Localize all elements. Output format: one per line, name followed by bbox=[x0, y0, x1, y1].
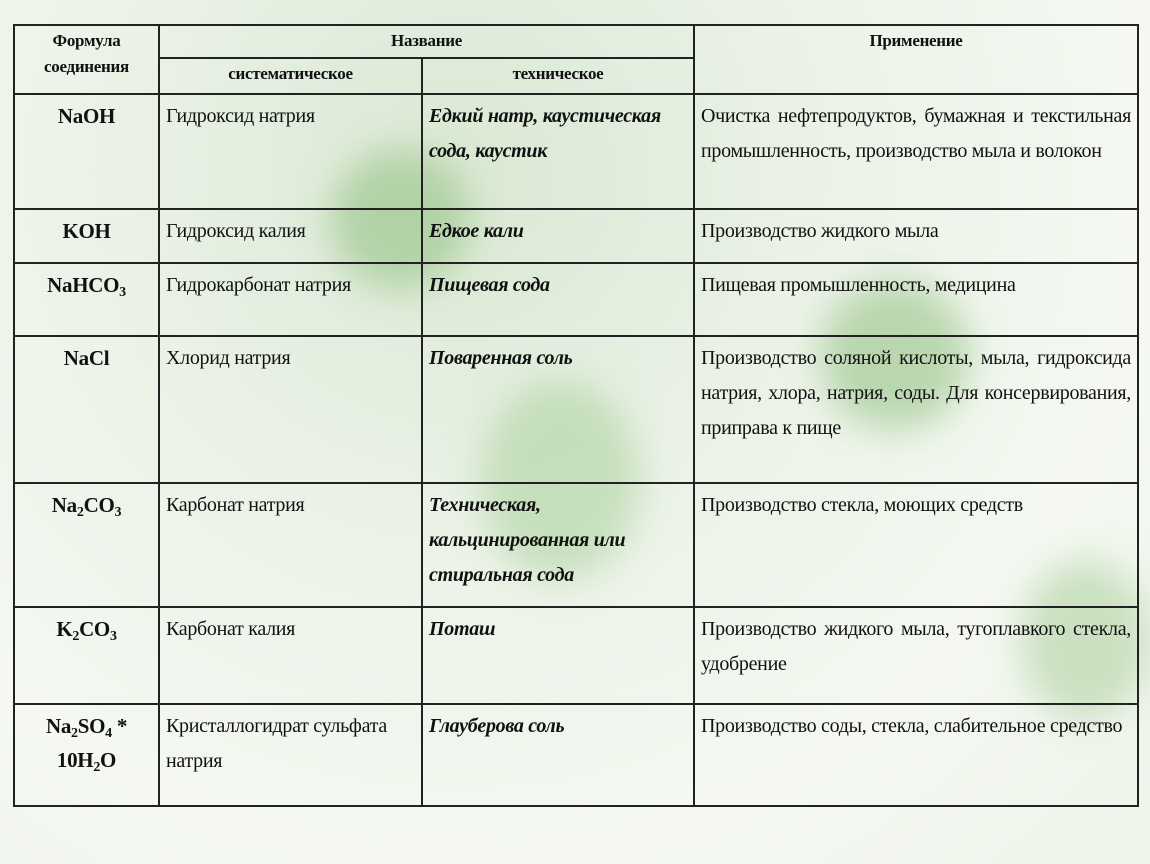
application-cell: Производство соляной кислоты, мыла, гидроксида натрия, хлора, натрия, соды. Для консервирования, приправа к пище bbox=[694, 336, 1138, 483]
formula-text: Na bbox=[51, 493, 77, 517]
systematic-name-cell: Хлорид натрия bbox=[159, 336, 422, 483]
formula-subscript: 3 bbox=[114, 505, 122, 520]
formula-subscript: 3 bbox=[119, 285, 126, 300]
table-row bbox=[14, 483, 1138, 607]
formula-cell bbox=[14, 263, 159, 336]
formula-text: NaOH bbox=[57, 104, 116, 128]
systematic-name-cell: Кристаллогидрат сульфата натрия bbox=[159, 704, 422, 806]
technical-name-cell: Пищевая сода bbox=[422, 263, 694, 336]
formula-cell bbox=[14, 94, 159, 209]
formula-text: K bbox=[56, 617, 73, 641]
formula-text: NaHCO bbox=[47, 273, 120, 297]
formula-text: SO bbox=[77, 714, 106, 738]
table-row bbox=[14, 94, 1138, 209]
formula-text: O bbox=[100, 748, 117, 772]
formula-subscript: 2 bbox=[76, 505, 84, 520]
header-name: Название bbox=[159, 25, 694, 58]
formula-cell bbox=[14, 704, 159, 806]
technical-name-cell: Едкое кали bbox=[422, 209, 694, 263]
header-technical: техническое bbox=[422, 58, 694, 94]
technical-name-cell: Едкий натр, каустическая сода, каустик bbox=[422, 94, 694, 209]
formula-subscript: 2 bbox=[72, 629, 80, 644]
formula-subscript: 3 bbox=[109, 629, 117, 644]
systematic-name-cell: Гидроксид калия bbox=[159, 209, 422, 263]
header-formula: Формула соединения bbox=[14, 25, 159, 94]
formula-cell bbox=[14, 607, 159, 704]
table-row bbox=[14, 263, 1138, 336]
systematic-name-cell: Карбонат натрия bbox=[159, 483, 422, 607]
table-row bbox=[14, 704, 1138, 806]
table-row bbox=[14, 209, 1138, 263]
header-systematic: систематическое bbox=[159, 58, 422, 94]
formula-cell bbox=[14, 209, 159, 263]
formula-text: * 10H bbox=[56, 714, 128, 772]
systematic-name-cell: Карбонат калия bbox=[159, 607, 422, 704]
technical-name-cell: Поташ bbox=[422, 607, 694, 704]
formula-text: KOH bbox=[62, 219, 111, 243]
formula-text: CO bbox=[83, 493, 115, 517]
formula-subscript: 2 bbox=[71, 726, 78, 741]
formula-subscript: 4 bbox=[105, 726, 112, 741]
formula-subscript: 2 bbox=[93, 760, 101, 775]
compounds-table bbox=[13, 24, 1139, 807]
application-cell: Производство жидкого мыла bbox=[694, 209, 1138, 263]
application-cell: Производство стекла, моющих средств bbox=[694, 483, 1138, 607]
application-cell: Производство соды, стекла, слабительное средство bbox=[694, 704, 1138, 806]
header-application: Применение bbox=[694, 25, 1138, 94]
formula-cell bbox=[14, 483, 159, 607]
formula-cell bbox=[14, 336, 159, 483]
systematic-name-cell: Гидроксид натрия bbox=[159, 94, 422, 209]
technical-name-cell: Техническая, кальцинированная или стиральная сода bbox=[422, 483, 694, 607]
application-cell: Очистка нефтепродуктов, бумажная и текстильная промышленность, производство мыла и волокон bbox=[694, 94, 1138, 209]
table-row bbox=[14, 336, 1138, 483]
technical-name-cell: Глауберова соль bbox=[422, 704, 694, 806]
application-cell: Производство жидкого мыла, тугоплавкого стекла, удобрение bbox=[694, 607, 1138, 704]
formula-text: CO bbox=[79, 617, 110, 641]
formula-text: NaCl bbox=[63, 346, 110, 370]
technical-name-cell: Поваренная соль bbox=[422, 336, 694, 483]
formula-text: Na bbox=[45, 714, 72, 738]
application-cell: Пищевая промышленность, медицина bbox=[694, 263, 1138, 336]
systematic-name-cell: Гидрокарбонат натрия bbox=[159, 263, 422, 336]
table-row bbox=[14, 607, 1138, 704]
